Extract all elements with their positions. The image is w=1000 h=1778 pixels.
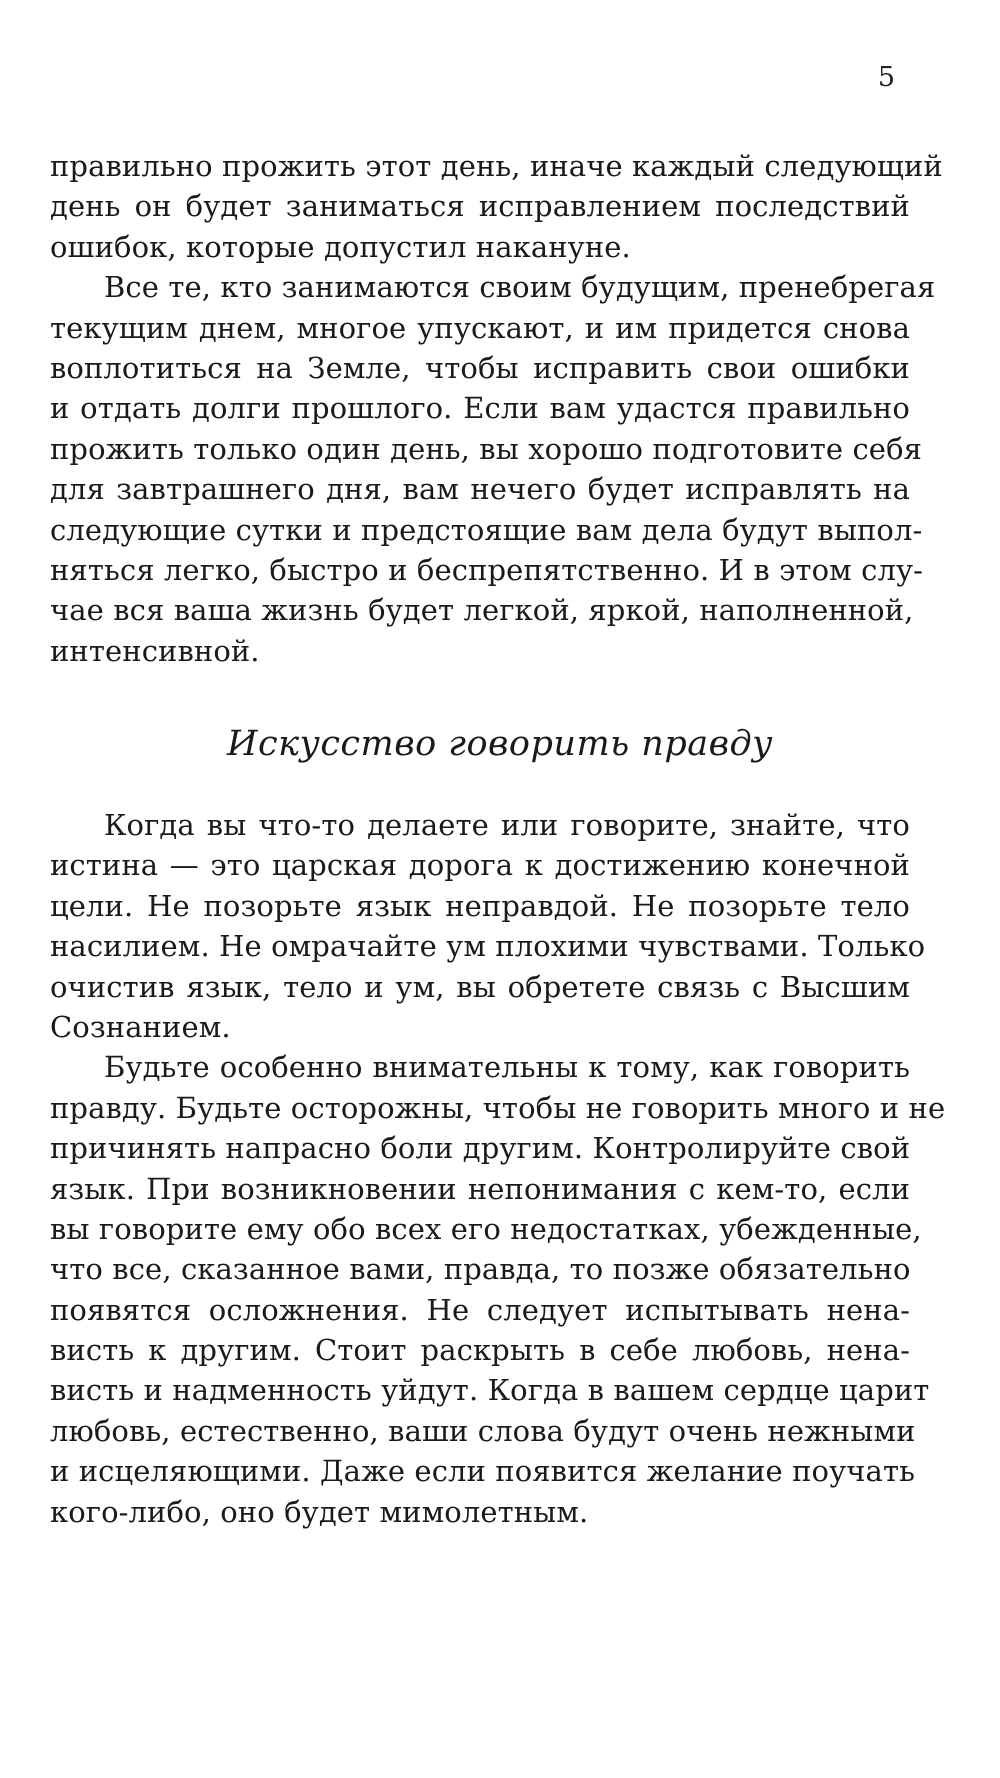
text-line: ошибок, которые допустил накануне. bbox=[50, 229, 631, 264]
text-line: для завтрашнего дня, вам нечего будет исправлять на bbox=[50, 472, 910, 507]
text-line: любовь, естественно, ваши слова будут очень нежными bbox=[50, 1413, 916, 1448]
paragraph-continued bbox=[50, 146, 943, 267]
text-line: правильно прожить этот день, иначе каждый следующий bbox=[50, 149, 943, 183]
text-line: чае вся ваша жизнь будет легкой, яркой, наполненной, bbox=[50, 593, 914, 628]
text-line: вы говорите ему обо всех его недостатках, убежденные, bbox=[50, 1211, 922, 1246]
text-line: Будьте особенно внимательны к тому, как говорить bbox=[104, 1050, 910, 1085]
text-line: висть и надменность уйдут. Когда в вашем сердце царит bbox=[50, 1373, 930, 1408]
text-line: интенсивной. bbox=[50, 633, 260, 668]
text-line: причинять напрасно боли другим. Контролируйте свой bbox=[50, 1131, 911, 1166]
text-line: следующие сутки и предстоящие вам дела будут выпол- bbox=[50, 512, 923, 547]
text-line: очистив язык, тело и ум, вы обретете связь с Высшим bbox=[50, 969, 910, 1004]
text-line: Когда вы что-то делаете или говорите, знайте, что bbox=[104, 808, 910, 842]
text-line: прожить только один день, вы хорошо подготовите себя bbox=[50, 431, 923, 466]
text-line: появятся осложнения. Не следует испытывать нена- bbox=[50, 1292, 910, 1327]
paragraph bbox=[50, 805, 926, 1047]
text-line: цели. Не позорьте язык неправдой. Не позорьте тело bbox=[50, 888, 910, 923]
text-block-bottom bbox=[50, 805, 946, 1532]
text-line: воплотиться на Земле, чтобы исправить свои ошибки bbox=[50, 350, 910, 385]
text-line: насилием. Не омрачайте ум плохими чувствами. Только bbox=[50, 929, 926, 964]
text-line: день он будет заниматься исправлением последствий bbox=[50, 189, 910, 224]
text-line: Сознанием. bbox=[50, 1009, 231, 1044]
text-line: правду. Будьте осторожны, чтобы не говорить много и не bbox=[50, 1090, 946, 1125]
text-line: няться легко, быстро и беспрепятственно. И в этом слу- bbox=[50, 552, 924, 587]
text-line: кого-либо, оно будет мимолетным. bbox=[50, 1494, 589, 1529]
paragraph bbox=[50, 267, 936, 671]
text-line: текущим днем, многое упускают, и им придется снова bbox=[50, 310, 910, 345]
text-line: и исцеляющими. Даже если появится желание поучать bbox=[50, 1454, 915, 1489]
text-line: Все те, кто занимаются своим будущим, пренебрегая bbox=[104, 270, 936, 305]
text-line: висть к другим. Стоит раскрыть в себе любовь, нена- bbox=[50, 1333, 910, 1368]
section-heading: Искусство говорить правду bbox=[227, 724, 773, 764]
text-line: истина — это царская дорога к достижению конечной bbox=[50, 848, 910, 883]
text-line: язык. При возникновении непонимания с кем-то, если bbox=[50, 1171, 910, 1206]
paragraph bbox=[50, 1047, 946, 1532]
text-line: что все, сказанное вами, правда, то позже обязательно bbox=[50, 1252, 911, 1287]
text-line: и отдать долги прошлого. Если вам удастся правильно bbox=[50, 391, 910, 426]
page-number: 5 bbox=[877, 62, 895, 93]
text-block-top bbox=[50, 146, 943, 671]
